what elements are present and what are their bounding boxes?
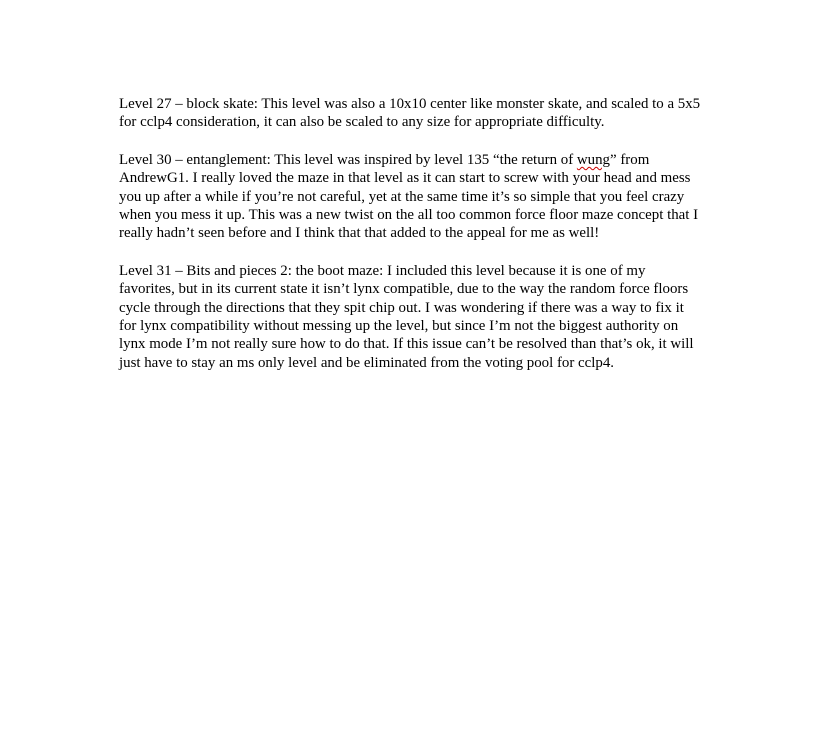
misspelled-word[interactable]: wung <box>576 151 610 168</box>
paragraph-level-30-end: ” from AndrewG1. I really loved the maze in that level as it can start to screw with your head and mess you up after a while if you’re not careful, yet at the same time it’s so simple that you feel crazy when you mess it up. This was a new twist on the all too common force floor maze concept that I really hadn’t seen before and I think that that added to the appeal for me as well! <box>119 151 699 242</box>
paragraph-level-27: Level 27 – block skate: This level was also a 10x10 center like monster skate, and scaled to a 5x5 for cclp4 consideration, it can also be scaled to any size for appropriate difficulty. <box>119 96 701 131</box>
paragraph-level-30 <box>119 151 704 243</box>
document-page <box>119 95 704 391</box>
paragraph-level-31: Level 31 – Bits and pieces 2: the boot maze: I included this level because it is one of my favorites, but in its current state it isn’t lynx compatible, due to the way the random force floors cycle through the directions that they spit chip out. I was wondering if there was a way to fix it for lynx compatibility without messing up the level, but since I’m not the biggest authority on lynx mode I’m not really sure how to do that. If this issue can’t be resolved than that’s ok, it will just have to stay an ms only level and be eliminated from the voting pool for cclp4. <box>119 262 694 371</box>
paragraph-level-30-start: Level 30 – entanglement: This level was inspired by level 135 “the return of <box>119 151 577 168</box>
